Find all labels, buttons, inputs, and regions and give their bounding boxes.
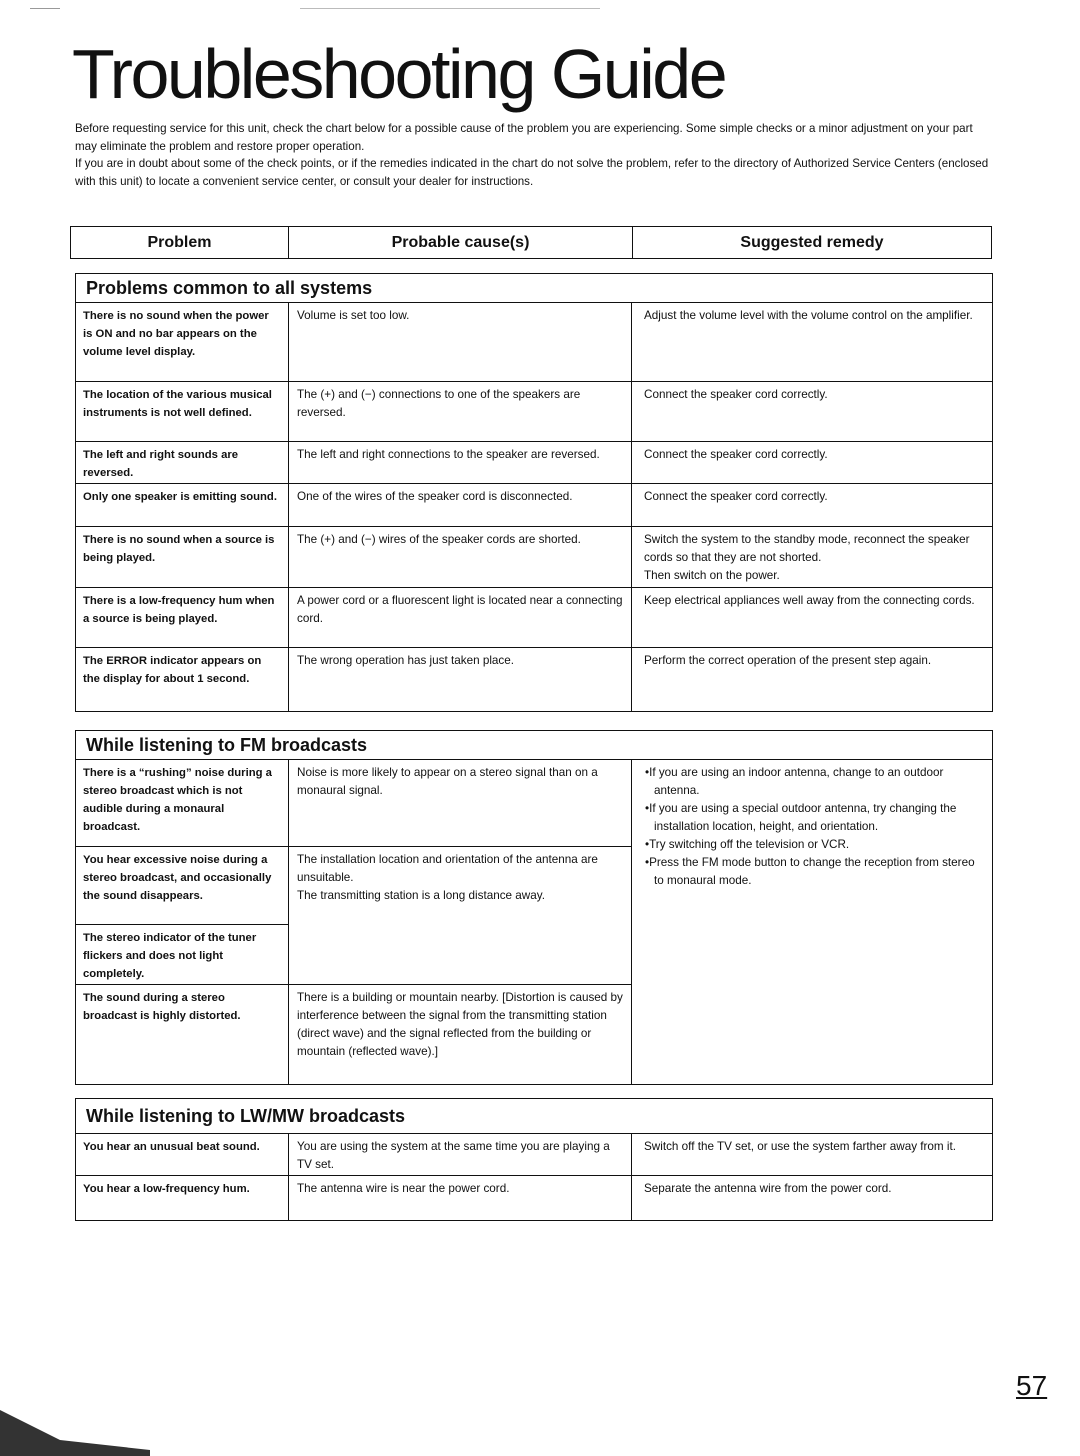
remedy-line: •Press the FM mode button to change the reception from stereo to monaural mode. xyxy=(645,856,975,887)
remedy-line: •Try switching off the television or VCR. xyxy=(645,838,850,851)
problem-cell: You hear an unusual beat sound. xyxy=(76,1134,289,1176)
remedy-line: •If you are using an indoor antenna, change to an outdoor antenna. xyxy=(645,766,944,797)
scan-mark xyxy=(30,8,60,9)
remedy-line: Keep electrical appliances well away from the connecting cords. xyxy=(644,594,975,607)
remedy-cell xyxy=(632,303,992,382)
remedy-line: Adjust the volume level with the volume control on the amplifier. xyxy=(644,309,973,322)
cause-cell xyxy=(289,588,632,648)
scan-mark xyxy=(300,8,600,9)
remedy-cell xyxy=(632,588,992,648)
remedy-line: Connect the speaker cord correctly. xyxy=(644,388,828,401)
header-cause: Probable cause(s) xyxy=(288,227,632,258)
header-remedy: Suggested remedy xyxy=(632,227,991,258)
remedy-line: •If you are using a special outdoor antenna, try changing the installation location, height, and orientation. xyxy=(645,802,957,833)
cause-line: The antenna wire is near the power cord. xyxy=(297,1182,510,1195)
section-table xyxy=(76,303,992,711)
section-table xyxy=(76,760,992,1084)
remedy-line: Connect the speaker cord correctly. xyxy=(644,448,828,461)
problem-cell: The ERROR indicator appears on the display for about 1 second. xyxy=(76,648,289,711)
problem-cell: There is no sound when a source is being played. xyxy=(76,527,289,588)
problem-cell: There is a low-frequency hum when a source is being played. xyxy=(76,588,289,648)
problem-cell: You hear excessive noise during a stereo broadcast, and occasionally the sound disappears. xyxy=(76,847,289,925)
problem-cell: You hear a low-frequency hum. xyxy=(76,1176,289,1220)
problem-cell: Only one speaker is emitting sound. xyxy=(76,484,289,527)
problem-cell: The left and right sounds are reversed. xyxy=(76,442,289,484)
page-number: 57 xyxy=(1016,1370,1048,1401)
cause-cell xyxy=(289,648,632,711)
cause-line: The wrong operation has just taken place. xyxy=(297,654,515,667)
remedy-cell xyxy=(632,1134,992,1176)
column-header xyxy=(70,226,992,259)
intro-paragraph: If you are in doubt about some of the check points, or if the remedies indicated in the chart do not solve the problem, refer to the directory of Authorized Service Centers (enclosed with this unit) to locate a convenient service center, or consult your dealer for instructions. xyxy=(75,157,989,188)
remedy-line: Switch the system to the standby mode, reconnect the speaker cords so that they are not shorted. xyxy=(644,533,970,564)
cause-line: The installation location and orientation of the antenna are unsuitable. xyxy=(297,853,598,884)
cause-line: The left and right connections to the speaker are reversed. xyxy=(297,448,600,461)
cause-line: You are using the system at the same time you are playing a TV set. xyxy=(297,1140,610,1171)
section-2 xyxy=(75,1098,993,1221)
remedy-cell xyxy=(632,442,992,484)
section-table xyxy=(76,1134,992,1220)
remedy-cell xyxy=(632,1176,992,1220)
problem-cell: There is a “rushing” noise during a stereo broadcast which is not audible during a monaural broadcast. xyxy=(76,760,289,847)
cause-cell xyxy=(289,442,632,484)
remedy-cell xyxy=(632,484,992,527)
remedy-cell xyxy=(632,760,992,1084)
cause-line: The (+) and (−) connections to one of the speakers are reversed. xyxy=(297,388,581,419)
cause-cell xyxy=(289,1176,632,1220)
problem-cell: The location of the various musical instruments is not well defined. xyxy=(76,382,289,442)
cause-line: Volume is set too low. xyxy=(297,309,410,322)
cause-cell xyxy=(289,484,632,527)
cause-cell xyxy=(289,1134,632,1176)
section-title: While listening to LW/MW broadcasts xyxy=(76,1099,992,1134)
cause-cell xyxy=(289,527,632,588)
remedy-cell xyxy=(632,648,992,711)
section-1 xyxy=(75,730,993,1085)
header-problem: Problem xyxy=(147,233,212,251)
remedy-line: Switch off the TV set, or use the system farther away from it. xyxy=(644,1140,957,1153)
problem-cell: The sound during a stereo broadcast is highly distorted. xyxy=(76,985,289,1084)
problem-cell: There is no sound when the power is ON and no bar appears on the volume level display. xyxy=(76,303,289,382)
intro-text xyxy=(75,120,995,190)
cause-cell xyxy=(289,985,632,1084)
cause-line: A power cord or a fluorescent light is located near a connecting cord. xyxy=(297,594,623,625)
remedy-line: Separate the antenna wire from the power cord. xyxy=(644,1182,892,1195)
cause-cell xyxy=(289,382,632,442)
page-title: Troubleshooting Guide xyxy=(72,35,726,113)
remedy-line: Connect the speaker cord correctly. xyxy=(644,490,828,503)
remedy-cell xyxy=(632,382,992,442)
problem-cell: The stereo indicator of the tuner flickers and does not light completely. xyxy=(76,925,289,985)
remedy-line: Perform the correct operation of the present step again. xyxy=(644,654,932,667)
cause-cell xyxy=(289,760,632,847)
section-0 xyxy=(75,273,993,712)
cause-cell xyxy=(289,303,632,382)
remedy-cell xyxy=(632,527,992,588)
cause-line: The transmitting station is a long distance away. xyxy=(297,889,545,902)
section-title: While listening to FM broadcasts xyxy=(76,731,992,760)
cause-line: Noise is more likely to appear on a stereo signal than on a monaural signal. xyxy=(297,766,598,797)
cause-cell xyxy=(289,847,632,985)
intro-paragraph: Before requesting service for this unit, check the chart below for a possible cause of the problem you are experiencing. Some simple checks or a minor adjustment on your part may eliminate the problem and restore proper operation. xyxy=(75,122,973,153)
cause-line: One of the wires of the speaker cord is disconnected. xyxy=(297,490,573,503)
cause-line: The (+) and (−) wires of the speaker cords are shorted. xyxy=(297,533,581,546)
section-title: Problems common to all systems xyxy=(76,274,992,303)
cause-line: There is a building or mountain nearby. [Distortion is caused by interference between the signal from the transmitting station (direct wave) and the signal reflected from the building or mountain (reflected wave).] xyxy=(297,991,623,1058)
remedy-line: Then switch on the power. xyxy=(644,569,780,582)
scan-corner-mark xyxy=(0,1410,150,1456)
